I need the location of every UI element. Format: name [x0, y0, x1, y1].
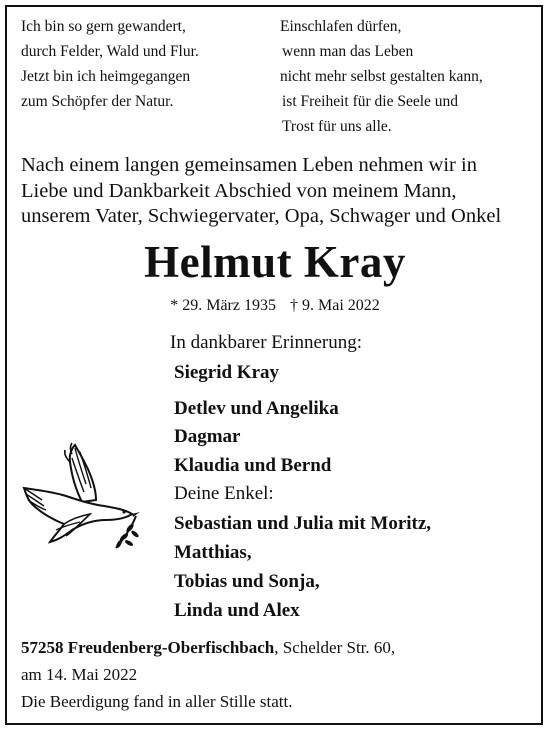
funeral-note: Die Beerdigung fand in aller Stille statt. [21, 692, 293, 711]
date-line: am 14. Mai 2022 [21, 665, 138, 684]
poem-line: Trost für uns alle. [282, 118, 392, 135]
poem-right [276, 14, 483, 139]
remembrance-heading: In dankbarer Erinnerung: [170, 332, 363, 353]
intro-line: unserem Vater, Schwiegervater, Opa, Schwager und Onkel [21, 205, 502, 227]
street-address: , Schelder Str. 60, [274, 638, 396, 657]
poem-left [21, 14, 199, 114]
poem-line: Ich bin so gern gewandert, [21, 18, 186, 35]
poem-line: wenn man das Leben [282, 43, 414, 60]
birth-date: * 29. März 1935 [170, 297, 276, 314]
poem-line: zum Schöpfer der Natur. [21, 93, 174, 110]
life-dates [0, 295, 550, 317]
poem-line: durch Felder, Wald und Flur. [21, 43, 199, 60]
poem-line: ist Freiheit für die Seele und [282, 93, 459, 110]
child-name: Detlev und Angelika [174, 398, 339, 419]
child-name: Klaudia und Bernd [174, 455, 332, 476]
poem-line: nicht mehr selbst gestalten kann, [280, 68, 483, 85]
poem-line: Jetzt bin ich heimgegangen [21, 68, 191, 85]
death-date: † 9. Mai 2022 [289, 297, 380, 314]
grandchild-name: Tobias und Sonja, [174, 571, 320, 592]
grandchild-name: Linda und Alex [174, 600, 300, 621]
intro-line: Nach einem langen gemeinsamen Leben nehmen wir in [21, 154, 477, 176]
footer-info [21, 634, 395, 715]
grandchild-name: Matthias, [174, 542, 252, 563]
deceased-name: Helmut Kray [144, 237, 406, 287]
poem-line: Einschlafen dürfen, [280, 18, 402, 35]
grandchildren-label: Deine Enkel: [174, 483, 274, 504]
dove-with-olive-branch-icon [20, 440, 145, 555]
address-line [21, 634, 395, 661]
grandchild-name: Sebastian und Julia mit Moritz, [174, 513, 432, 534]
intro-text [21, 153, 541, 230]
child-name: Dagmar [174, 426, 241, 447]
place-name: 57258 Freudenberg-Oberfischbach [21, 638, 275, 657]
spouse-name: Siegrid Kray [174, 362, 280, 383]
intro-line: Liebe und Dankbarkeit Abschied von meinem Mann, [21, 179, 457, 202]
